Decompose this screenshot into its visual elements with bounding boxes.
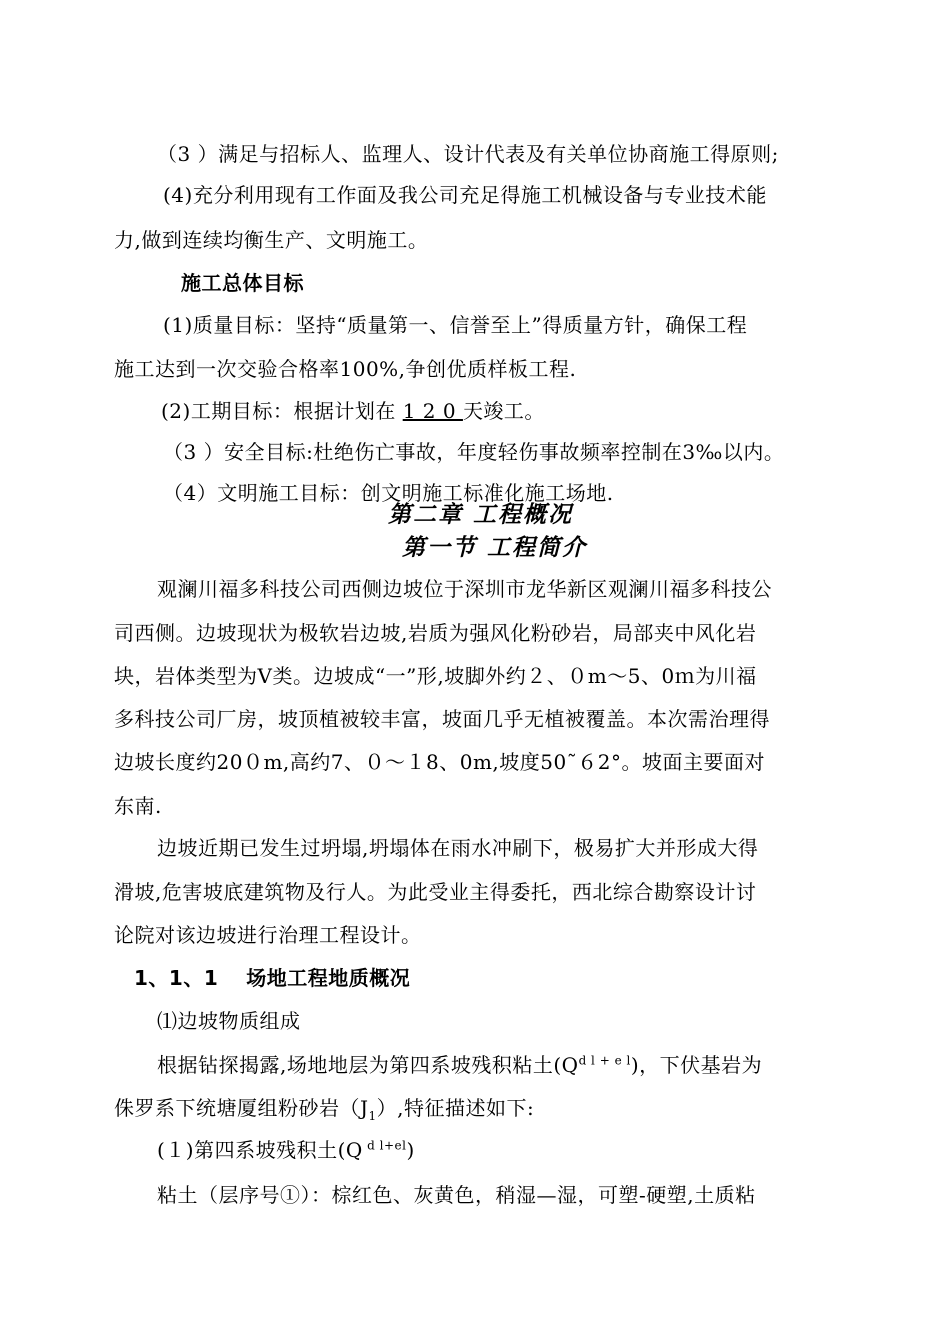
goal-civilized: （4）文明施工目标：创文明施工标准化施工场地. [163, 481, 614, 505]
heading-site-geology-number: 1、1、1 [134, 966, 219, 990]
intro-line6: 东南. [114, 794, 162, 818]
goal-schedule-suffix: 天竣工。 [462, 399, 545, 423]
item-quaternary-soil-prefix: (１)第四系坡残积土(Q [157, 1138, 363, 1162]
intro-line5: 边坡长度约20０m,高约7、０～１8、0m,坡度50˜６2°。坡面主要面对 [114, 750, 765, 774]
strata-line1-superscript: d l + e l [578, 1053, 631, 1068]
goal-quality-line2: 施工达到一次交验合格率100%,争创优质样板工程. [114, 357, 577, 381]
strata-line1-prefix: 根据钻探揭露,场地地层为第四系坡残积粘土(Q [157, 1053, 579, 1077]
clay-description: 粘土（层序号①）：棕红色、灰黄色，稍湿—湿，可塑-硬塑,土质粘 [157, 1183, 756, 1207]
goal-safety: （3 ）安全目标:杜绝伤亡事故，年度轻伤事故频率控制在3‰以内。 [163, 440, 785, 464]
subheading-slope-material: ⑴边坡物质组成 [157, 1009, 301, 1033]
paragraph-principle-4-line1: (4)充分利用现有工作面及我公司充足得施工机械设备与专业技术能 [163, 183, 767, 207]
strata-line1 [157, 1051, 762, 1079]
strata-line2-prefix: 侏罗系下统塘厦组粉砂岩（J [114, 1096, 369, 1120]
paragraph-principle-4-line2: 力,做到连续均衡生产、文明施工。 [114, 228, 429, 252]
strata-line2 [114, 1094, 534, 1122]
strata-line2-subscript: 1 [368, 1109, 377, 1123]
section-title: 第一节 工程简介 [402, 534, 588, 561]
strata-line2-suffix: ）,特征描述如下: [376, 1096, 535, 1120]
strata-line1-suffix: )，下伏基岩为 [630, 1053, 763, 1077]
heading-site-geology [134, 964, 410, 992]
goal-schedule [161, 397, 545, 425]
goal-schedule-prefix: (2)工期目标：根据计划在 [161, 399, 403, 423]
collapse-line1: 边坡近期已发生过坍塌,坍塌体在雨水冲刷下，极易扩大并形成大得 [157, 836, 759, 860]
paragraph-principle-3: （3 ）满足与招标人、监理人、设计代表及有关单位协商施工得原则; [157, 142, 779, 166]
item-quaternary-soil [157, 1136, 415, 1164]
chapter-title: 第二章 工程概况 [388, 501, 574, 528]
goal-schedule-days: 1 2 0 [402, 399, 463, 423]
goal-quality-line1: (1)质量目标：坚持“质量第一、信誉至上”得质量方针，确保工程 [163, 313, 748, 337]
heading-overall-goals: 施工总体目标 [181, 271, 304, 295]
heading-site-geology-text: 场地工程地质概况 [246, 966, 411, 990]
collapse-line2: 滑坡,危害坡底建筑物及行人。为此受业主得委托，西北综合勘察设计讨 [114, 880, 757, 904]
item-quaternary-soil-superscript: d l+el [362, 1138, 407, 1153]
intro-line4: 多科技公司厂房，坡顶植被较丰富，坡面几乎无植被覆盖。本次需治理得 [114, 707, 770, 731]
intro-line1: 观澜川福多科技公司西侧边坡位于深圳市龙华新区观澜川福多科技公 [157, 577, 772, 601]
intro-line3: 块，岩体类型为Ⅴ类。边坡成“一”形,坡脚外约２、０m～5、0ｍ为川福 [114, 664, 757, 688]
intro-line2: 司西侧。边坡现状为极软岩边坡,岩质为强风化粉砂岩，局部夹中风化岩 [114, 621, 757, 645]
collapse-line3: 论院对该边坡进行治理工程设计。 [114, 923, 422, 947]
item-quaternary-soil-suffix: ) [406, 1138, 415, 1162]
